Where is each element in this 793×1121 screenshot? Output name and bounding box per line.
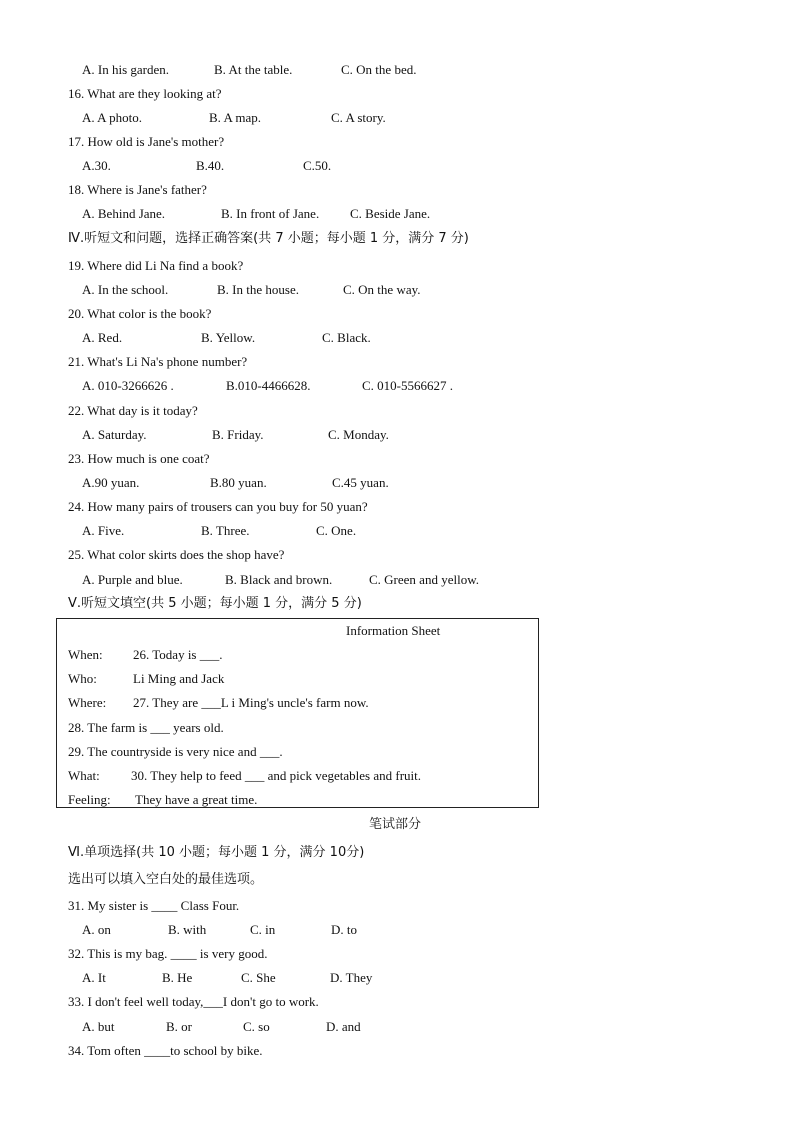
what-label: What: — [68, 768, 100, 783]
section-5-heading: Ⅴ.听短文填空(共 5 小题；每小题 1 分，满分 5 分) — [68, 596, 362, 611]
info-line-28: 28. The farm is ___ years old. — [68, 720, 224, 735]
q22-option-b: B. Friday. — [212, 427, 264, 442]
q20-option-b: B. Yellow. — [201, 330, 256, 345]
q23-option-a: A.90 yuan. — [82, 475, 140, 490]
q32-option-d: D. They — [330, 970, 373, 985]
q32-option-a: A. It — [82, 970, 106, 985]
q18-option-b: B. In front of Jane. — [221, 206, 320, 221]
q31-question: 31. My sister is ____ Class Four. — [68, 898, 240, 913]
q22-option-a: A. Saturday. — [82, 427, 147, 442]
q33-option-a: A. but — [82, 1019, 115, 1034]
q23-option-b: B.80 yuan. — [210, 475, 267, 490]
q19-option-b: B. In the house. — [217, 282, 299, 297]
q15-option-c: C. On the bed. — [341, 62, 417, 77]
q16-option-a: A. A photo. — [82, 110, 142, 125]
q18-question: 18. Where is Jane's father? — [68, 182, 207, 197]
q19-option-c: C. On the way. — [343, 282, 421, 297]
q18-option-c: C. Beside Jane. — [350, 206, 431, 221]
q31-option-c: C. in — [250, 922, 276, 937]
q18-option-a: A. Behind Jane. — [82, 206, 166, 221]
q24-option-a: A. Five. — [82, 523, 125, 538]
q16-option-b: B. A map. — [209, 110, 262, 125]
q25-option-c: C. Green and yellow. — [369, 572, 479, 587]
q33-option-c: C. so — [243, 1019, 270, 1034]
q17-option-a: A.30. — [82, 158, 111, 173]
q32-option-c: C. She — [241, 970, 276, 985]
q19-option-a: A. In the school. — [82, 282, 169, 297]
q21-option-c: C. 010-5566627 . — [362, 378, 453, 393]
q21-option-a: A. 010-3266626 . — [82, 378, 174, 393]
when-value: 26. Today is ___. — [133, 647, 223, 662]
q33-question: 33. I don't feel well today,___I don't go to work. — [68, 994, 319, 1009]
q17-option-c: C.50. — [303, 158, 332, 173]
q34-question: 34. Tom often ____to school by bike. — [68, 1043, 263, 1058]
q33-option-d: D. and — [326, 1019, 361, 1034]
what-value: 30. They help to feed ___ and pick vegetables and fruit. — [131, 768, 422, 783]
information-sheet-title: Information Sheet — [346, 623, 441, 638]
q31-option-b: B. with — [168, 922, 207, 937]
section-6-heading: Ⅵ.单项选择(共 10 小题；每小题 1 分，满分 10分) — [68, 845, 365, 860]
q25-option-a: A. Purple and blue. — [82, 572, 183, 587]
q24-question: 24. How many pairs of trousers can you buy for 50 yuan? — [68, 499, 368, 514]
written-part-title: 笔试部分 — [369, 817, 422, 832]
section-4-heading: Ⅳ.听短文和问题，选择正确答案(共 7 小题；每小题 1 分，满分 7 分) — [68, 231, 469, 246]
q15-option-b: B. At the table. — [214, 62, 293, 77]
q17-question: 17. How old is Jane's mother? — [68, 134, 225, 149]
q25-question: 25. What color skirts does the shop have? — [68, 547, 285, 562]
q20-question: 20. What color is the book? — [68, 306, 212, 321]
when-label: When: — [68, 647, 103, 662]
q16-question: 16. What are they looking at? — [68, 86, 222, 101]
q17-option-b: B.40. — [196, 158, 225, 173]
q33-option-b: B. or — [166, 1019, 192, 1034]
feeling-value: They have a great time. — [135, 792, 258, 807]
where-label: Where: — [68, 695, 107, 710]
q21-question: 21. What's Li Na's phone number? — [68, 354, 248, 369]
q23-option-c: C.45 yuan. — [332, 475, 389, 490]
who-label: Who: — [68, 671, 97, 686]
q22-option-c: C. Monday. — [328, 427, 389, 442]
q31-option-d: D. to — [331, 922, 357, 937]
feeling-label: Feeling: — [68, 792, 111, 807]
q24-option-c: C. One. — [316, 523, 357, 538]
q22-question: 22. What day is it today? — [68, 403, 198, 418]
q16-option-c: C. A story. — [331, 110, 386, 125]
q20-option-a: A. Red. — [82, 330, 123, 345]
who-value: Li Ming and Jack — [133, 671, 225, 686]
q32-option-b: B. He — [162, 970, 193, 985]
info-line-29: 29. The countryside is very nice and ___. — [68, 744, 283, 759]
q23-question: 23. How much is one coat? — [68, 451, 210, 466]
where-value: 27. They are ___L i Ming's uncle's farm now. — [133, 695, 369, 710]
q19-question: 19. Where did Li Na find a book? — [68, 258, 244, 273]
q25-option-b: B. Black and brown. — [225, 572, 333, 587]
q32-question: 32. This is my bag. ____ is very good. — [68, 946, 268, 961]
q15-option-a: A. In his garden. — [82, 62, 170, 77]
q31-option-a: A. on — [82, 922, 111, 937]
q24-option-b: B. Three. — [201, 523, 250, 538]
q21-option-b: B.010-4466628. — [226, 378, 311, 393]
q20-option-c: C. Black. — [322, 330, 371, 345]
section-6-instruction: 选出可以填入空白处的最佳选项。 — [68, 872, 264, 887]
